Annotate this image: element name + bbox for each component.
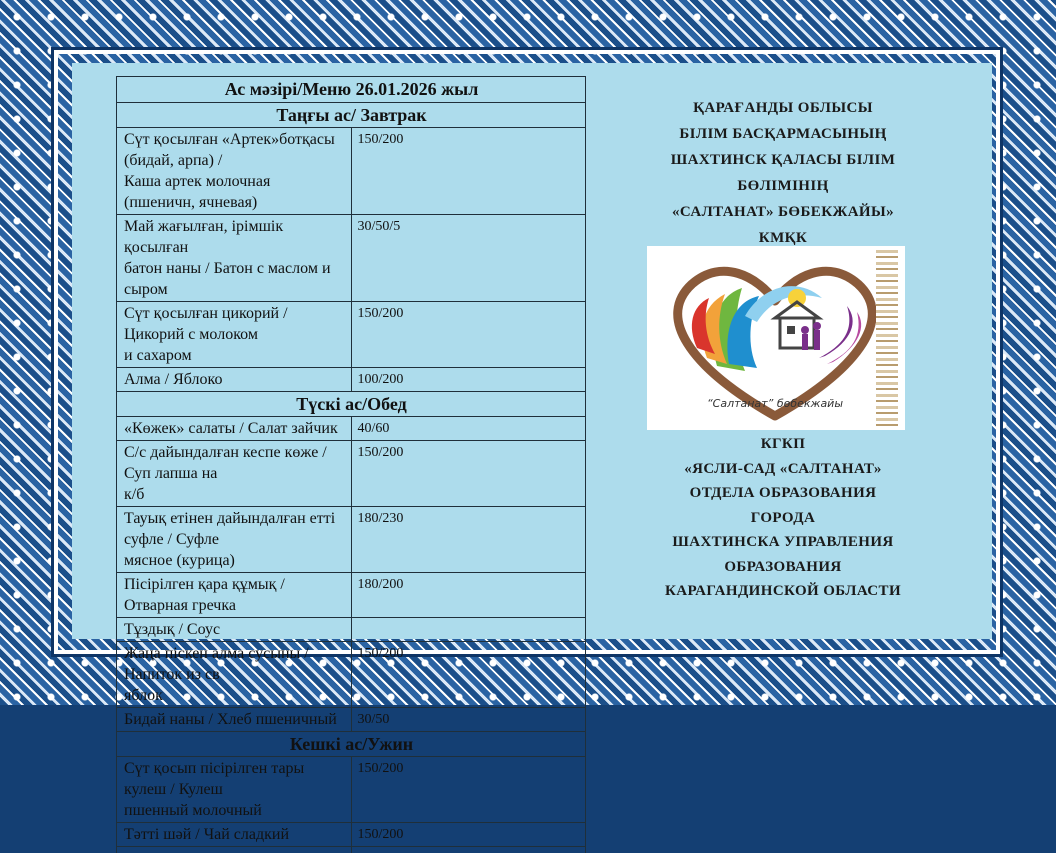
org-ru-line: ШАХТИНСКА УПРАВЛЕНИЯ — [672, 534, 894, 550]
menu-row — [117, 441, 586, 507]
dish-amount — [351, 618, 586, 642]
org-kz-line: ШАХТИНСК ҚАЛАСЫ БІЛІМ — [670, 152, 896, 168]
org-ru-line: КАРАГАНДИНСКОЙ ОБЛАСТИ — [664, 583, 902, 599]
dish-line: Сүт қосылған цикорий / Цикорий с молоком — [124, 305, 288, 343]
dish-name: Пісірілген қара құмық / Отварная гречка — [117, 573, 352, 618]
dish-amount: 40/60 — [351, 417, 586, 441]
org-name-ru — [618, 432, 948, 604]
dish-amount: 150/200 — [351, 757, 586, 823]
dish-line: Май жағылған, ірімшік қосылған — [124, 218, 284, 256]
dish-line: Тауық етінен дайындалған етті суфле / Суфле — [124, 510, 336, 548]
menu-row — [117, 368, 586, 392]
menu-row — [117, 618, 586, 642]
dish-name — [117, 441, 352, 507]
dish-line: мясное (курица) — [124, 552, 235, 569]
section-header-row — [117, 392, 586, 417]
dish-name — [117, 507, 352, 573]
org-kz-line: БІЛІМ БАСҚАРМАСЫНЫҢ — [679, 126, 887, 142]
dish-line: Каша артек молочная (пшеничн, ячневая) — [124, 173, 271, 211]
dish-name — [117, 757, 352, 823]
org-ru-line: ГОРОДА — [750, 509, 816, 526]
menu-title: Ас мәзірі/Меню 26.01.2026 жыл — [117, 77, 586, 103]
section-header-dinner: Кешкі ас/Ужин — [117, 732, 586, 757]
dish-amount: 100/200 — [351, 368, 586, 392]
dish-name: Тәтті шәй / Чай сладкий — [117, 823, 352, 847]
menu-row-cut — [117, 847, 586, 853]
org-kz-line: «САЛТАНАТ» БӨБЕКЖАЙЫ» — [671, 204, 895, 220]
dish-amount: 150/200 — [351, 642, 586, 708]
dish-amount: 150/200 — [351, 128, 586, 215]
dish-name — [117, 128, 352, 215]
decorative-strip — [876, 250, 898, 426]
dish-name: Бидай наны / Хлеб пшеничный — [117, 708, 352, 732]
dish-amount: 150/200 — [351, 302, 586, 368]
org-ru-line: КГКП — [760, 436, 806, 452]
dish-line: пшенный молочный — [124, 802, 262, 819]
menu-table — [116, 76, 586, 853]
dish-name: Тұздық / Соус — [117, 618, 352, 642]
section-header-breakfast: Таңғы ас/ Завтрак — [117, 103, 586, 128]
section-header-lunch: Түскі ас/Обед — [117, 392, 586, 417]
org-kz-line: БӨЛІМІНІҢ — [737, 178, 829, 194]
menu-row — [117, 507, 586, 573]
logo-caption: “Салтанат” бөбекжайы — [706, 397, 844, 410]
menu-row — [117, 417, 586, 441]
dish-amount: 150/200 — [351, 441, 586, 507]
section-header-row — [117, 103, 586, 128]
dish-line: Жаңа піскен алма сусыны / Напиток из св — [124, 645, 309, 683]
dish-amount: 180/200 — [351, 573, 586, 618]
dish-name — [117, 302, 352, 368]
org-ru-line: ОБРАЗОВАНИЯ — [724, 558, 842, 575]
menu-row — [117, 642, 586, 708]
menu-title-row — [117, 77, 586, 103]
dish-line: Сүт қосып пісірілген тары кулеш / Кулеш — [124, 760, 305, 798]
dish-amount: 30/50 — [351, 708, 586, 732]
dish-line: С/с дайындалған кеспе көже / Суп лапша на — [124, 444, 327, 482]
menu-row — [117, 823, 586, 847]
dish-name: Алма / Яблоко — [117, 368, 352, 392]
dish-amount: 150/200 — [351, 823, 586, 847]
menu-row — [117, 128, 586, 215]
menu-row — [117, 302, 586, 368]
dish-name: «Көжек» салаты / Салат зайчик — [117, 417, 352, 441]
dish-line: к/б — [124, 486, 145, 503]
dish-name — [117, 642, 352, 708]
org-ru-line: ОТДЕЛА ОБРАЗОВАНИЯ — [689, 485, 877, 501]
dish-amount: 180/230 — [351, 507, 586, 573]
menu-row — [117, 708, 586, 732]
org-kz-line: КМҚК — [758, 230, 808, 246]
dish-line: Сүт қосылған «Артек»ботқасы (бидай, арпа) / — [124, 131, 335, 169]
dish-line: яблок — [124, 687, 163, 704]
dish-amount: 30/50/5 — [351, 215, 586, 302]
org-name-kz — [618, 95, 948, 251]
dish-name-empty — [117, 847, 352, 853]
dish-amount-empty — [351, 847, 586, 853]
section-header-row — [117, 732, 586, 757]
dish-line: батон наны / Батон с маслом и сыром — [124, 260, 331, 298]
dish-name — [117, 215, 352, 302]
org-kz-line: ҚАРАҒАНДЫ ОБЛЫСЫ — [693, 100, 873, 116]
menu-row — [117, 757, 586, 823]
menu-row — [117, 215, 586, 302]
menu-row — [117, 573, 586, 618]
org-ru-line: «ЯСЛИ-САД «САЛТАНАТ» — [684, 460, 882, 477]
dish-line: и сахаром — [124, 347, 192, 364]
